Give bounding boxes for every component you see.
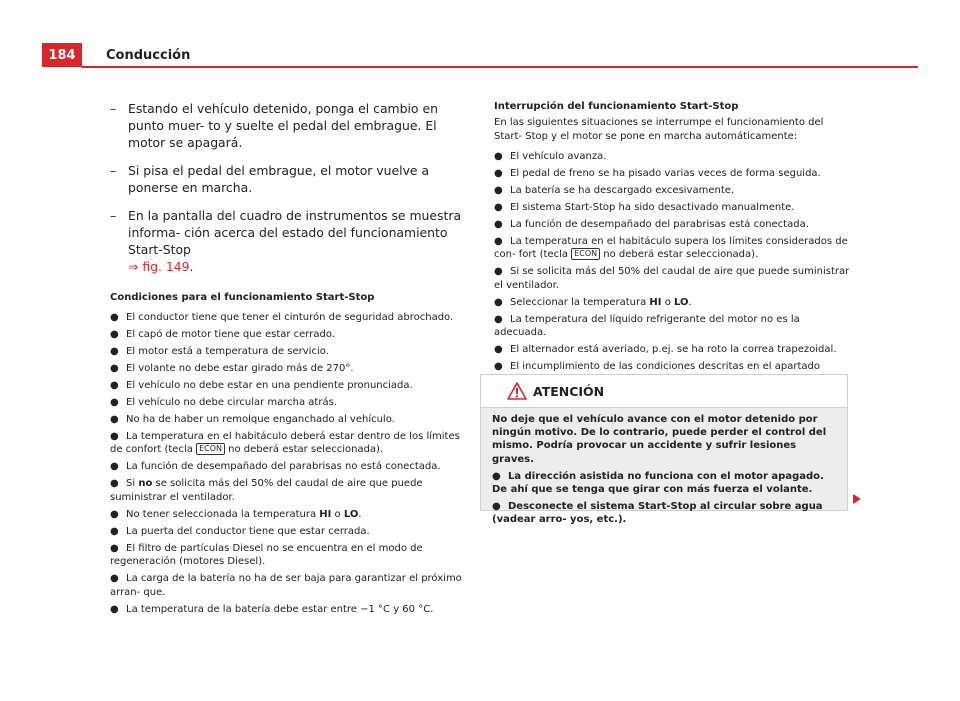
list-item-text: No tener seleccionada la temperatura [126, 508, 317, 520]
list-item [494, 167, 850, 180]
bullet-dot: ● [110, 461, 119, 473]
list-item-text: El volante no debe estar girado más de 270°. [126, 363, 354, 374]
list-item [494, 265, 850, 292]
interruption-title: Interrupción del funcionamiento Start-Stop [494, 101, 739, 112]
list-item [494, 235, 850, 262]
bullet-dot: ● [494, 202, 503, 213]
list-item [110, 430, 466, 457]
bullet-dot: ● [110, 542, 119, 554]
list-item-text-after: no deberá estar seleccionada). [603, 249, 759, 261]
interruption-intro: En las siguientes situaciones se interrumpe el funcionamiento del Start- Stop y el motor se pone en marcha automáticamente: [494, 117, 824, 142]
list-item-text: El vehículo no debe circular marcha atrás. [126, 397, 337, 408]
bullet-dot: ● [110, 312, 119, 323]
list-item [110, 525, 466, 538]
bullet-dot: ● [110, 380, 119, 391]
list-item [110, 508, 466, 521]
list-item-text: El motor está a temperatura de servicio. [126, 346, 329, 357]
warning-bullet-text: La dirección asistida no funciona con el motor apagado. De ahí que se tenga que girar con más fuerza el volante. [492, 470, 824, 496]
list-item [494, 218, 850, 231]
bullet-dot: ● [494, 313, 503, 325]
warning-bullet-text: Desconecte el sistema Start-Stop al circular sobre agua (vadear arro- yos, etc.). [492, 501, 823, 526]
bullet-dot: ● [494, 219, 503, 230]
list-item-text: No ha de haber un remolque enganchado al vehículo. [126, 414, 395, 425]
bullet-dot: ● [494, 168, 503, 179]
list-item [494, 343, 850, 356]
page-number: 184 [42, 43, 82, 67]
list-item [110, 328, 466, 341]
list-item-or: o [334, 508, 341, 520]
list-item-text: La temperatura del líquido refrigerante del motor no es la adecuada. [494, 313, 800, 339]
dash-marker: – [110, 208, 117, 223]
conditions-title: Condiciones para el funcionamiento Start-Stop [110, 292, 375, 303]
list-item-text: El pedal de freno se ha pisado varias veces de forma seguida. [510, 168, 821, 179]
bullet-dot: ● [494, 151, 503, 162]
list-item [110, 396, 466, 409]
list-item [494, 201, 850, 214]
bullet-dot: ● [494, 185, 503, 196]
list-item [110, 603, 466, 616]
bullet-dot: ● [110, 573, 119, 585]
list-item-period: . [688, 296, 692, 308]
hi-label: HI [319, 508, 332, 520]
list-item [494, 184, 850, 197]
left-column [110, 100, 466, 620]
list-item-text: El incumplimiento de las condiciones descritas en el apartado [510, 361, 820, 373]
list-item [110, 345, 466, 358]
step-text: Estando el vehículo detenido, ponga el cambio en punto muer- to y suelte el pedal del embrague. El motor se apagará. [128, 101, 438, 150]
bullet-dot: ● [110, 478, 119, 490]
list-item-text: El sistema Start-Stop ha sido desactivado manualmente. [510, 202, 795, 213]
step-text: Si pisa el pedal del embrague, el motor vuelve a ponerse en marcha. [128, 163, 430, 195]
lo-label: LO [343, 508, 359, 520]
list-item-text: La temperatura de la batería debe estar entre −1 °C y 60 °C. [126, 603, 434, 615]
list-item-text: La batería se ha descargado excesivamente. [510, 185, 735, 196]
bullet-dot: ● [494, 296, 503, 308]
list-item-text: Si se solicita más del 50% del caudal de aire que puede suministrar el ventilador. [494, 266, 850, 291]
step-item [110, 100, 466, 151]
bullet-dot: ● [494, 236, 503, 247]
list-item-text: El filtro de partículas Diesel no se encuentra en el modo de regeneración (motores Diesel). [110, 542, 423, 568]
list-item-text: La puerta del conductor tiene que estar cerrada. [126, 525, 370, 537]
dash-marker: – [110, 101, 117, 116]
bullet-dot: ● [110, 603, 119, 615]
bullet-dot: ● [110, 414, 119, 425]
list-item [110, 311, 466, 324]
warning-title: ATENCIÓN [533, 384, 605, 399]
page-header-title: Conducción [106, 48, 191, 63]
list-item-text: La función de desempañado del parabrisas no está conectada. [126, 461, 441, 473]
bullet-dot: ● [492, 470, 501, 482]
econ-key: ECON [196, 443, 225, 455]
right-column [494, 100, 850, 391]
list-item [110, 572, 466, 599]
warning-header [481, 375, 847, 408]
step-text: En la pantalla del cuadro de instrumentos se muestra informa- ción acerca del estado del funcionamiento Start-Stop [128, 208, 462, 257]
list-item [110, 362, 466, 375]
list-item [110, 413, 466, 426]
bullet-dot: ● [110, 346, 119, 357]
list-item-period: . [358, 508, 362, 520]
list-item [110, 477, 466, 504]
header-rule [82, 66, 918, 68]
bullet-dot: ● [110, 329, 119, 340]
list-item-text: El capó de motor tiene que estar cerrado. [126, 329, 335, 340]
bullet-dot: ● [494, 266, 503, 278]
bullet-dot: ● [494, 361, 503, 373]
lo-label: LO [674, 296, 689, 308]
list-item [494, 313, 850, 340]
list-item-text: El alternador está averiado, p.ej. se ha roto la correa trapezoidal. [510, 344, 837, 356]
list-item-text: El vehículo avanza. [510, 151, 607, 162]
step-item [110, 162, 466, 196]
hi-label: HI [649, 296, 662, 308]
warning-box [480, 374, 848, 526]
list-item-text: El conductor tiene que tener el cinturón de seguridad abrochado. [126, 312, 454, 323]
warning-paragraph: No deje que el vehículo avance con el motor detenido por ningún motivo. De lo contrario, puede perder el control del mismo. Podría provocar un accidente y sufrir lesiones graves. [492, 414, 827, 465]
list-item-text: El vehículo no debe estar en una pendiente pronunciada. [126, 380, 413, 391]
bullet-dot: ● [494, 344, 503, 356]
list-item-text: La temperatura en el habitáculo deberá estar dentro de los límites de confort (tecla [110, 431, 460, 456]
figure-link[interactable]: ⇒ fig. 149 [128, 259, 190, 274]
bullet-dot: ● [110, 525, 119, 537]
step-item [110, 207, 466, 275]
list-item-bold: no [138, 478, 153, 490]
bullet-dot: ● [110, 397, 119, 408]
warning-triangle-icon [507, 382, 527, 400]
list-item-text: La carga de la batería no ha de ser baja para garantizar el próximo arran- que. [110, 573, 462, 598]
warning-bullet [492, 470, 839, 496]
list-item-text: La función de desempañado del parabrisas está conectada. [510, 219, 809, 230]
list-item-text: se solicita más del 50% del caudal de aire que puede suministrar el ventilador. [110, 478, 423, 503]
bullet-dot: ● [110, 363, 119, 374]
list-item [494, 150, 850, 163]
list-item [494, 296, 850, 309]
list-item [110, 379, 466, 392]
list-item [110, 460, 466, 473]
step-period: . [189, 259, 194, 274]
bullet-dot: ● [492, 501, 501, 513]
list-item [110, 542, 466, 569]
list-item-text: La temperatura en el habitáculo supera los límites considerados de con- fort (tecla [494, 236, 848, 261]
dash-marker: – [110, 163, 117, 178]
bullet-dot: ● [110, 431, 119, 442]
list-item-text-after: no deberá estar seleccionada). [228, 444, 384, 456]
warning-bullet [492, 500, 839, 526]
warning-body [481, 408, 847, 527]
bullet-dot: ● [110, 508, 119, 520]
list-item-text: Seleccionar la temperatura [510, 296, 647, 308]
list-item-or: o [664, 296, 671, 308]
next-page-arrow-icon [852, 494, 862, 504]
econ-key: ECON [571, 248, 600, 260]
list-item-pre: Si [126, 478, 136, 490]
